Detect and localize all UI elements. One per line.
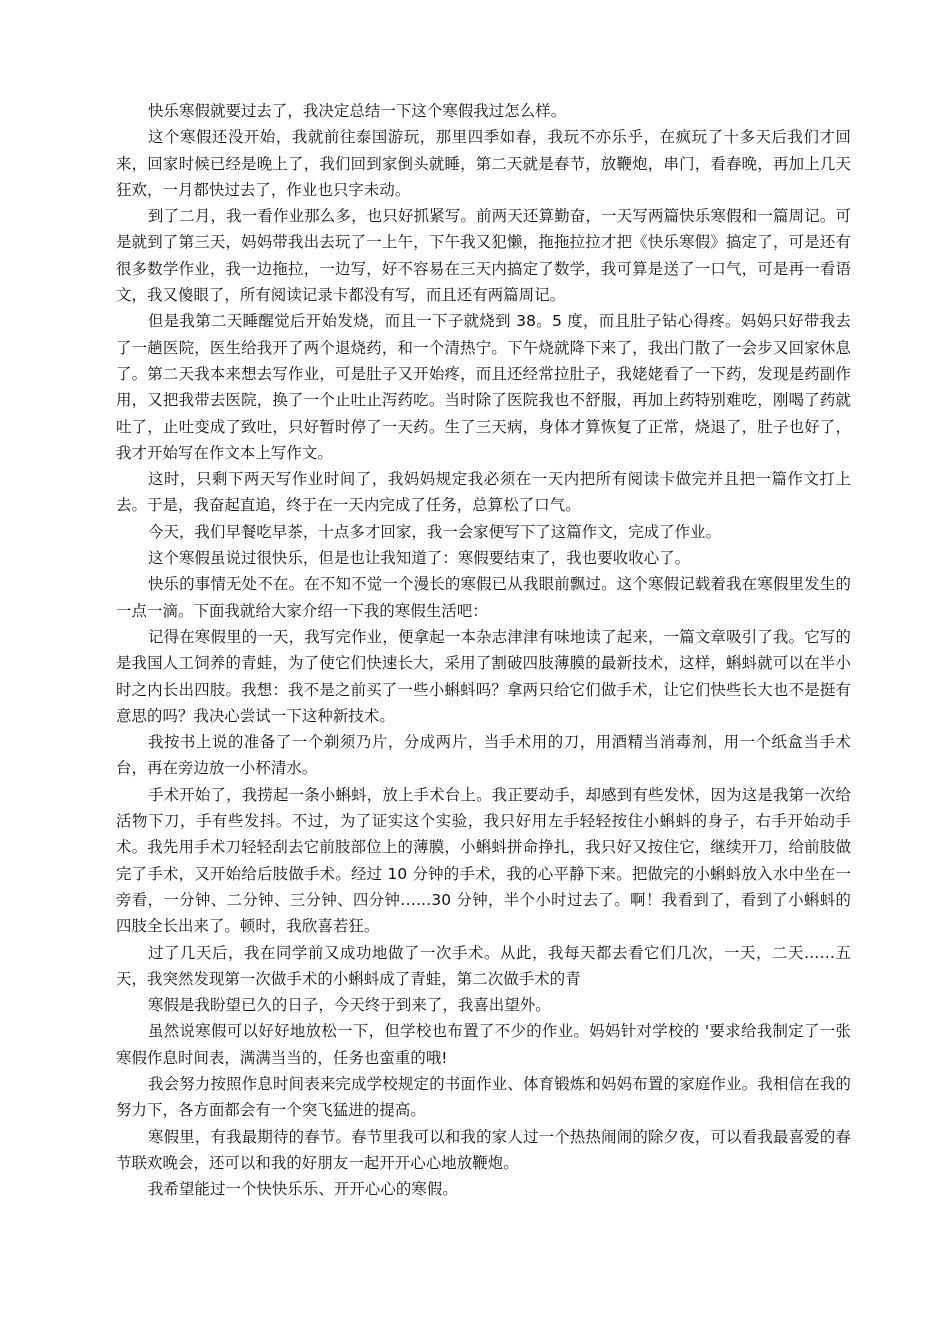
paragraph-8: 快乐的事情无处不在。在不知不觉一个漫长的寒假已从我眼前飘过。这个寒假记载着我在寒假里发生的一点一滴。下面我就给大家介绍一下我的寒假生活吧：: [116, 575, 851, 620]
paragraph-7: 这个寒假虽说过很快乐，但是也让我知道了：寒假要结束了，我也要收收心了。: [148, 549, 691, 568]
paragraph-2: 这个寒假还没开始，我就前往泰国游玩，那里四季如春，我玩不亦乐乎，在疯玩了十多天后我们才回来，回家时候已经是晚上了，我们回到家倒头就睡，第二天就是春节，放鞭炮，串门，看春晚，再加上几天狂欢，一月都快过去了，作业也只字未动。: [116, 128, 851, 199]
paragraph-17: 我希望能过一个快快乐乐、开开心心的寒假。: [148, 1180, 458, 1199]
paragraph-1: 快乐寒假就要过去了，我决定总结一下这个寒假我过怎么样。: [148, 102, 567, 120]
paragraph-4: 但是我第二天睡醒觉后开始发烧，而且一下子就烧到 38。5 度，而且肚子钻心得疼。妈妈只好带我去了一趟医院，医生给我开了两个退烧药，和一个清热宁。下午烧就降下来了，我出门散了一会步又回家休息了。第二天我本来想去写作业，可是肚子又开始疼，而且还经常拉肚子，我姥姥看了一下药，发现是药副作用，又把我带去医院，换了一个止吐止泻药吃。当时除了医院我也不舒服，再加上药特别难吃，刚喝了药就吐了，止吐变成了致吐，只好暂时停了一天药。生了三天病，身体才算恢复了正常，烧退了，肚子也好了，我才开始写在作文本上写作文。: [116, 312, 851, 462]
paragraph-12: 过了几天后，我在同学前又成功地做了一次手术。从此，我每天都去看它们几次，一天，二天……五天，我突然发现第一次做手术的小蝌蚪成了青蛙，第二次做手术的青: [116, 943, 851, 988]
document-body: [116, 98, 851, 1202]
paragraph-15: 我会努力按照作息时间表来完成学校规定的书面作业、体育锻炼和妈妈布置的家庭作业。我相信在我的努力下，各方面都会有一个突飞猛进的提高。: [116, 1074, 851, 1120]
paragraph-5: 这时，只剩下两天写作业时间了，我妈妈规定我必须在一天内把所有阅读卡做完并且把一篇作文打上去。于是，我奋起直追，终于在一天内完成了任务，总算松了口气。: [116, 470, 851, 515]
paragraph-11: 手术开始了，我捞起一条小蝌蚪，放上手术台上。我正要动手，却感到有些发怵，因为这是我第一次给活物下刀，手有些发抖。不过，为了证实这个实验，我只好用左手轻轻按住小蝌蚪的身子，右手开始动手术。我先用手术刀轻轻刮去它前肢部位上的薄膜，小蝌蚪拼命挣扎，我只好又按住它，继续开刀，给前肢做完了手术，又开始给后肢做手术。经过 10 分钟的手术，我的心平静下来。把做完的小蝌蚪放入水中坐在一旁看，一分钟、二分钟、三分钟、四分钟……30 分钟，半个小时过去了。啊！我看到了，看到了小蝌蚪的四肢全长出来了。顿时，我欣喜若狂。: [116, 785, 851, 936]
paragraph-6: 今天，我们早餐吃早茶，十点多才回家，我一会家便写下了这篇作文，完成了作业。: [148, 522, 722, 541]
paragraph-10: 我按书上说的准备了一个剃须乃片，分成两片，当手术用的刀，用酒精当消毒剂，用一个纸盒当手术台，再在旁边放一小杯清水。: [116, 733, 851, 778]
paragraph-3: 到了二月，我一看作业那么多，也只好抓紧写。前两天还算勤奋，一天写两篇快乐寒假和一篇周记。可是就到了第三天，妈妈带我出去玩了一上午，下午我又犯懒，拖拖拉拉才把《快乐寒假》搞定了，可是还有很多数学作业，我一边拖拉，一边写，好不容易在三天内搞定了数学，我可算是送了一口气，可是再一看语文，我又傻眼了，所有阅读记录卡都没有写，而且还有两篇周记。: [116, 207, 851, 305]
paragraph-16: 寒假里，有我最期待的春节。春节里我可以和我的家人过一个热热闹闹的除夕夜，可以看我最喜爱的春节联欢晚会，还可以和我的好朋友一起开开心心地放鞭炮。: [116, 1127, 851, 1172]
paragraph-13: 寒假是我盼望已久的日子，今天终于到来了，我喜出望外。: [148, 996, 551, 1015]
paragraph-9: 记得在寒假里的一天，我写完作业，便拿起一本杂志津津有味地读了起来，一篇文章吸引了我。它写的是我国人工饲养的青蛙，为了使它们快速长大，采用了割破四肢薄膜的最新技术，这样，蝌蚪就可以在半小时之内长出四肢。我想：我不是之前买了一些小蝌蚪吗？拿两只给它们做手术，让它们快些长大也不是挺有意思的吗？我决心尝试一下这种新技术。: [116, 627, 851, 725]
paragraph-14: 虽然说寒假可以好好地放松一下，但学校也布置了不少的作业。妈妈针对学校的 '要求给我制定了一张寒假作息时间表，满满当当的，任务也蛮重的哦!: [116, 1022, 851, 1067]
